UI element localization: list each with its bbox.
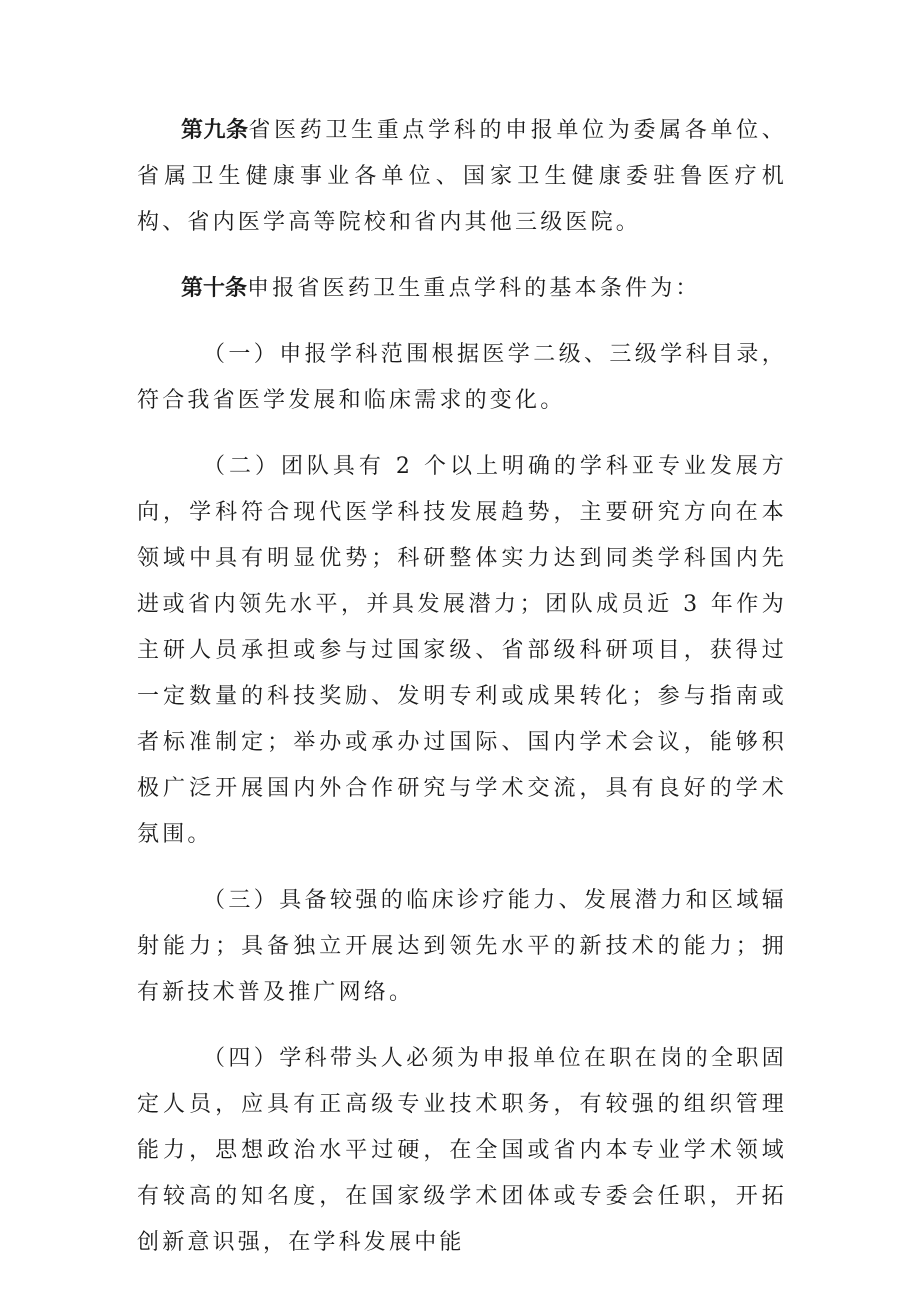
- clause-text: （三）具备较强的临床诊疗能力、发展潜力和区域辐射能力；具备独立开展达到领先水平的新技术的能力；拥有新技术普及推广网络。: [137, 888, 787, 1005]
- clause-text: （一）申报学科范围根据医学二级、三级学科目录，符合我省医学发展和临床需求的变化。: [137, 342, 787, 413]
- article-heading: 第十条: [181, 276, 248, 301]
- clause-text: （四）学科带头人必须为申报单位在职在岗的全职固定人员，应具有正高级专业技术职务，有较强的组织管理能力，思想政治水平过硬，在全国或省内本专业学术领域有较高的知名度，在国家级学术团体或专委会任职，开拓创新意识强，在学科发展中能: [137, 1046, 787, 1255]
- article-text: 省医药卫生重点学科的申报单位为委属各单位、省属卫生健康事业各单位、国家卫生健康委驻鲁医疗机构、省内医学高等院校和省内其他三级医院。: [137, 118, 787, 235]
- clause-3-paragraph: [137, 878, 787, 1016]
- clause-text: （二）团队具有 2 个以上明确的学科亚专业发展方向，学科符合现代医学科技发展趋势，主要研究方向在本领域中具有明显优势；科研整体实力达到同类学科国内先进或省内领先水平，并具发展潜力；团队成员近 3 年作为主研人员承担或参与过国家级、省部级科研项目，获得过一定数量的科技奖励、发明专利或成果转化；参与指南或者标准制定；举办或承办过国际、国内学术会议，能够积极广泛开展国内外合作研究与学术交流，具有良好的学术氛围。: [137, 454, 787, 847]
- article-heading: 第九条: [181, 118, 249, 143]
- clause-2-paragraph: [137, 444, 787, 858]
- article-text: 申报省医药卫生重点学科的基本条件为：: [247, 276, 701, 301]
- document-body: [137, 108, 787, 1286]
- article-10-paragraph: [137, 266, 787, 312]
- article-9-paragraph: [137, 108, 787, 246]
- clause-4-paragraph: [137, 1036, 787, 1266]
- clause-1-paragraph: [137, 332, 787, 424]
